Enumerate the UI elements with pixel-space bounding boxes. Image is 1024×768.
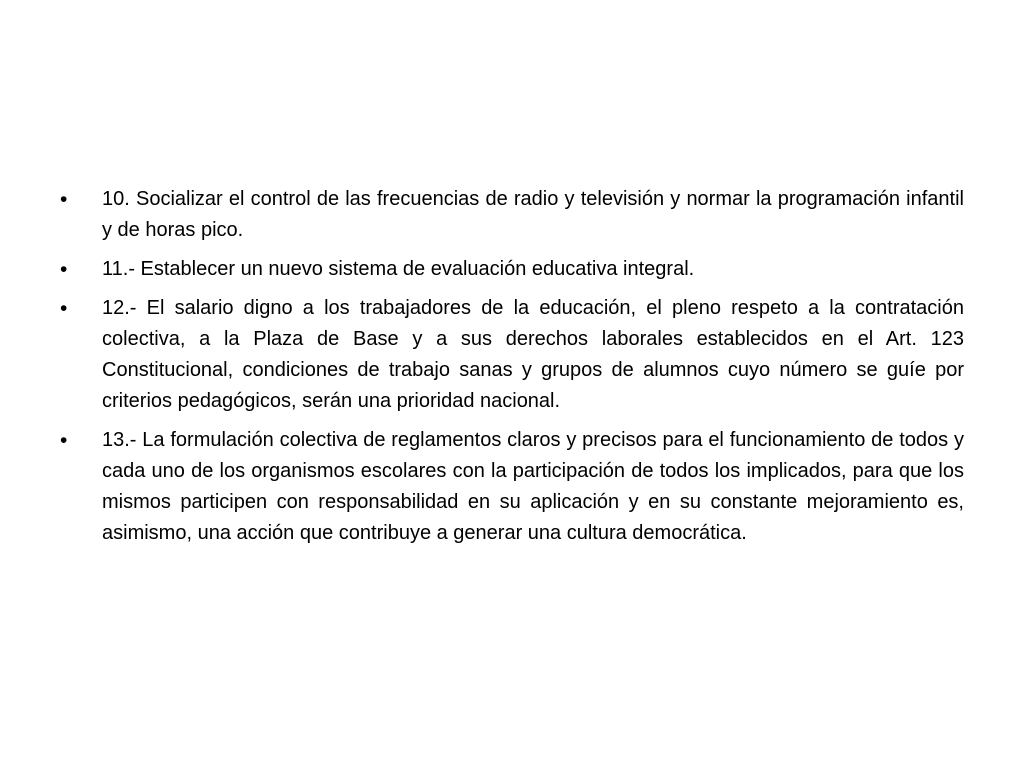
list-item (60, 184, 964, 246)
list-item-text: 12.- El salario digno a los trabajadores de la educación, el pleno respeto a la contratación colectiva, a la Plaza de Base y a sus derechos laborales establecidos en el Art. 123 Constitucional, condiciones de trabajo sanas y grupos de alumnos cuyo número se guíe por criterios pedagógicos, serán una prioridad nacional. (102, 297, 964, 412)
list-item-text: 10. Socializar el control de las frecuencias de radio y televisión y normar la programación infantil y de horas pico. (102, 188, 964, 241)
list-item-text: 11.- Establecer un nuevo sistema de evaluación educativa integral. (102, 258, 695, 280)
bullet-icon: • (60, 188, 68, 211)
list-item-text: 13.- La formulación colectiva de reglamentos claros y precisos para el funcionamiento de todos y cada uno de los organismos escolares con la participación de todos los implicados, para que los mismos participen con responsabilidad en su aplicación y en su constante mejoramiento es, asimismo, una acción que contribuye a generar una cultura democrática. (102, 429, 964, 544)
list-item (60, 293, 964, 417)
bullet-icon: • (60, 258, 68, 281)
bullet-list (60, 184, 964, 557)
list-item (60, 425, 964, 549)
bullet-icon: • (60, 297, 68, 320)
list-item (60, 254, 964, 285)
bullet-icon: • (60, 429, 68, 452)
